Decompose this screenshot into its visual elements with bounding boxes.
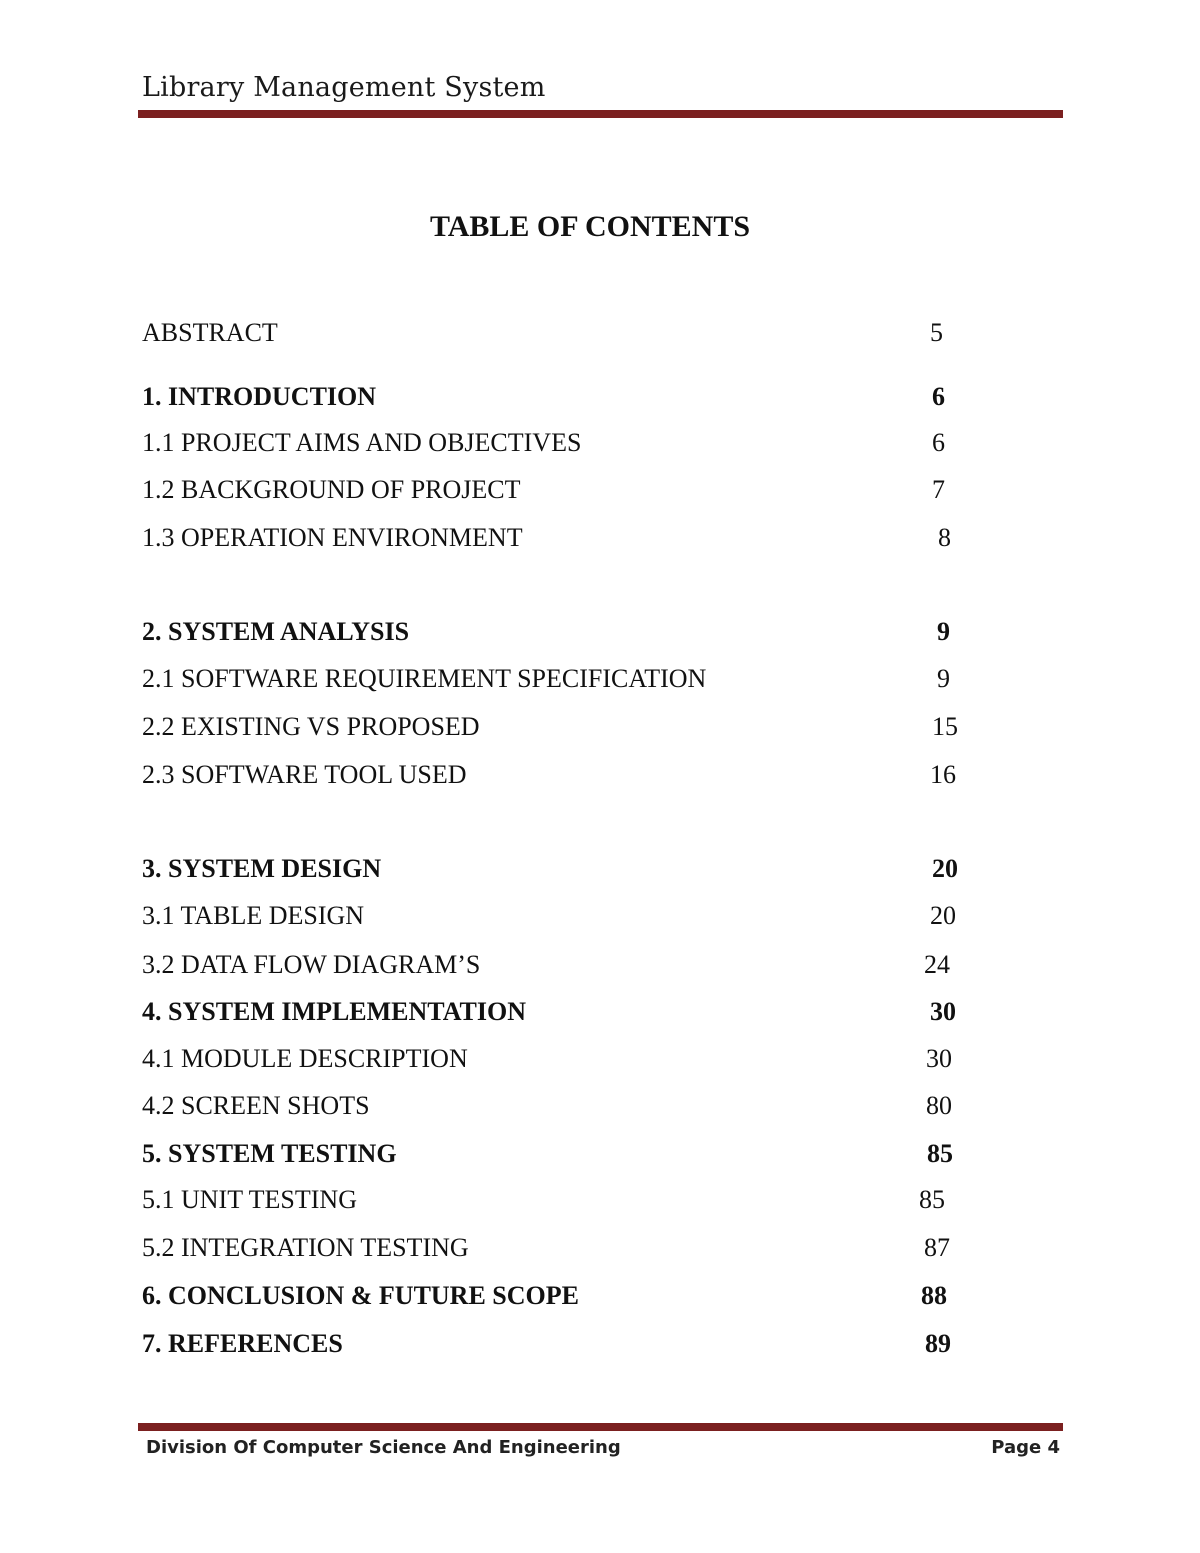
toc-entry-label: 5.2 INTEGRATION TESTING bbox=[142, 1233, 469, 1262]
toc-entry-label: 6. CONCLUSION & FUTURE SCOPE bbox=[142, 1281, 579, 1310]
toc-entry-label: 3. SYSTEM DESIGN bbox=[142, 854, 382, 883]
footer-divider bbox=[138, 1423, 1063, 1431]
toc-entry-page: 89 bbox=[925, 1329, 951, 1358]
page-header-title: Library Management System bbox=[142, 72, 546, 103]
header-divider bbox=[138, 110, 1063, 118]
toc-entry-label: 5. SYSTEM TESTING bbox=[142, 1139, 397, 1168]
footer-page-number: Page 4 bbox=[991, 1437, 1060, 1458]
toc-entry-label: 4. SYSTEM IMPLEMENTATION bbox=[142, 997, 527, 1026]
toc-entry-page: 6 bbox=[932, 428, 945, 457]
footer-division: Division Of Computer Science And Engineering bbox=[146, 1437, 621, 1458]
toc-entry-page: 9 bbox=[937, 617, 950, 646]
toc-entry-page: 30 bbox=[930, 997, 956, 1026]
toc-entry-page: 85 bbox=[919, 1185, 945, 1214]
toc-entry-label: 2. SYSTEM ANALYSIS bbox=[142, 617, 410, 646]
toc-entry-label: 2.3 SOFTWARE TOOL USED bbox=[142, 760, 467, 789]
toc-entry-label: 1.3 OPERATION ENVIRONMENT bbox=[142, 523, 523, 552]
toc-entry-page: 8 bbox=[938, 523, 951, 552]
toc-entry-label: 4.1 MODULE DESCRIPTION bbox=[142, 1044, 468, 1073]
toc-entry-page: 87 bbox=[924, 1233, 950, 1262]
toc-entry-label: ABSTRACT bbox=[142, 318, 278, 347]
toc-entry-label: 2.1 SOFTWARE REQUIREMENT SPECIFICATION bbox=[142, 664, 707, 693]
toc-entry-label: 7. REFERENCES bbox=[142, 1329, 343, 1358]
toc-entry-label: 5.1 UNIT TESTING bbox=[142, 1185, 357, 1214]
toc-entry-page: 24 bbox=[924, 950, 950, 979]
toc-entry-page: 15 bbox=[932, 712, 958, 741]
toc-entry-page: 16 bbox=[930, 760, 956, 789]
toc-entry-page: 9 bbox=[937, 664, 950, 693]
toc-entry-page: 85 bbox=[927, 1139, 953, 1168]
toc-entry-label: 1.2 BACKGROUND OF PROJECT bbox=[142, 475, 521, 504]
toc-entry-page: 88 bbox=[921, 1281, 947, 1310]
toc-heading: TABLE OF CONTENTS bbox=[429, 210, 751, 243]
toc-entry-label: 3.2 DATA FLOW DIAGRAM’S bbox=[142, 950, 481, 979]
toc-entry-page: 7 bbox=[932, 475, 945, 504]
toc-entry-label: 4.2 SCREEN SHOTS bbox=[142, 1091, 370, 1120]
toc-entry-label: 2.2 EXISTING VS PROPOSED bbox=[142, 712, 480, 741]
toc-entry-page: 6 bbox=[932, 382, 945, 411]
toc-entry-label: 1.1 PROJECT AIMS AND OBJECTIVES bbox=[142, 428, 582, 457]
toc-entry-page: 20 bbox=[930, 901, 956, 930]
toc-entry-label: 3.1 TABLE DESIGN bbox=[142, 901, 365, 930]
toc-entry-label: 1. INTRODUCTION bbox=[142, 382, 377, 411]
toc-entry-page: 30 bbox=[926, 1044, 952, 1073]
toc-entry-page: 5 bbox=[930, 318, 943, 347]
toc-entry-page: 80 bbox=[926, 1091, 952, 1120]
toc-entry-page: 20 bbox=[932, 854, 958, 883]
